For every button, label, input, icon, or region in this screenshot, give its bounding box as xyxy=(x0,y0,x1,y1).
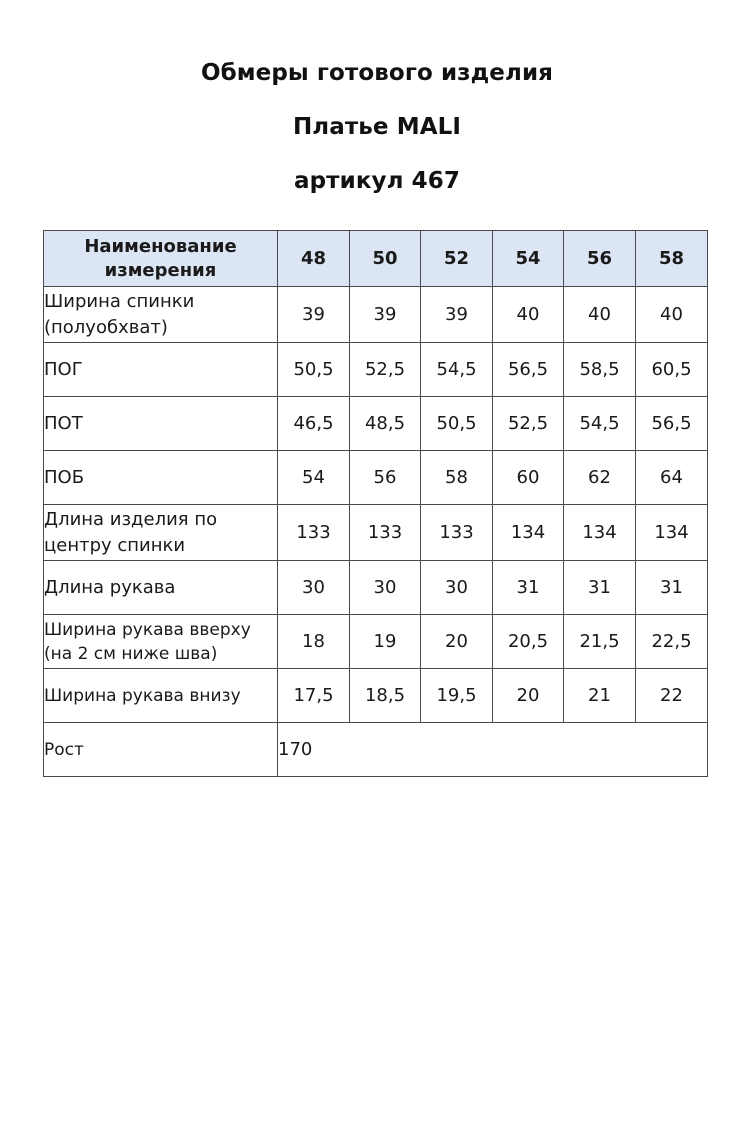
cell-value: 31 xyxy=(636,561,708,615)
table-row xyxy=(44,451,708,505)
cell-value: 31 xyxy=(493,561,564,615)
cell-value: 133 xyxy=(278,505,350,561)
cell-value: 62 xyxy=(564,451,636,505)
table-row-height xyxy=(44,723,708,777)
header-size: 58 xyxy=(636,231,708,287)
cell-value: 40 xyxy=(636,287,708,343)
cell-value: 58,5 xyxy=(564,343,636,397)
row-label: Ширина рукава вверху (на 2 см ниже шва) xyxy=(44,615,278,669)
cell-value: 17,5 xyxy=(278,669,350,723)
measurements-table xyxy=(43,230,708,777)
header-size: 52 xyxy=(421,231,493,287)
cell-value: 30 xyxy=(350,561,421,615)
cell-value: 60 xyxy=(493,451,564,505)
cell-value: 20 xyxy=(493,669,564,723)
cell-value: 20 xyxy=(421,615,493,669)
cell-value: 19 xyxy=(350,615,421,669)
cell-value: 39 xyxy=(421,287,493,343)
row-label: ПОГ xyxy=(44,343,278,397)
cell-value: 50,5 xyxy=(278,343,350,397)
cell-value: 56,5 xyxy=(493,343,564,397)
row-label: ПОБ xyxy=(44,451,278,505)
row-label: ПОТ xyxy=(44,397,278,451)
header-size: 56 xyxy=(564,231,636,287)
table-row xyxy=(44,343,708,397)
row-label: Длина изделия по центру спинки xyxy=(44,505,278,561)
cell-value: 64 xyxy=(636,451,708,505)
cell-value: 54,5 xyxy=(564,397,636,451)
cell-value: 19,5 xyxy=(421,669,493,723)
cell-value: 134 xyxy=(493,505,564,561)
cell-value: 60,5 xyxy=(636,343,708,397)
cell-value: 133 xyxy=(421,505,493,561)
cell-value: 46,5 xyxy=(278,397,350,451)
cell-value: 30 xyxy=(278,561,350,615)
height-value: 170 xyxy=(278,723,708,777)
cell-value: 18 xyxy=(278,615,350,669)
cell-value: 134 xyxy=(564,505,636,561)
cell-value: 39 xyxy=(278,287,350,343)
row-label: Ширина спинки (полуобхват) xyxy=(44,287,278,343)
product-name: Платье MALI xyxy=(292,114,462,140)
table-header-row xyxy=(44,231,708,287)
cell-value: 21,5 xyxy=(564,615,636,669)
row-label: Ширина рукава внизу xyxy=(44,669,278,723)
cell-value: 39 xyxy=(350,287,421,343)
row-label: Рост xyxy=(44,723,278,777)
table-row xyxy=(44,287,708,343)
cell-value: 21 xyxy=(564,669,636,723)
cell-value: 56 xyxy=(350,451,421,505)
header-size: 48 xyxy=(278,231,350,287)
header-size: 54 xyxy=(493,231,564,287)
cell-value: 50,5 xyxy=(421,397,493,451)
table-row xyxy=(44,561,708,615)
cell-value: 40 xyxy=(564,287,636,343)
cell-value: 40 xyxy=(493,287,564,343)
article-number: артикул 467 xyxy=(294,168,460,194)
table-row xyxy=(44,669,708,723)
cell-value: 52,5 xyxy=(350,343,421,397)
cell-value: 133 xyxy=(350,505,421,561)
cell-value: 58 xyxy=(421,451,493,505)
cell-value: 52,5 xyxy=(493,397,564,451)
cell-value: 22,5 xyxy=(636,615,708,669)
cell-value: 18,5 xyxy=(350,669,421,723)
cell-value: 22 xyxy=(636,669,708,723)
cell-value: 31 xyxy=(564,561,636,615)
cell-value: 54 xyxy=(278,451,350,505)
table-row xyxy=(44,397,708,451)
header-size: 50 xyxy=(350,231,421,287)
cell-value: 56,5 xyxy=(636,397,708,451)
cell-value: 134 xyxy=(636,505,708,561)
cell-value: 20,5 xyxy=(493,615,564,669)
cell-value: 54,5 xyxy=(421,343,493,397)
document-title: Обмеры готового изделия xyxy=(200,60,554,86)
cell-value: 30 xyxy=(421,561,493,615)
row-label: Длина рукава xyxy=(44,561,278,615)
table-row xyxy=(44,505,708,561)
table-row xyxy=(44,615,708,669)
cell-value: 48,5 xyxy=(350,397,421,451)
header-measurement-name: Наименование измерения xyxy=(44,231,278,287)
